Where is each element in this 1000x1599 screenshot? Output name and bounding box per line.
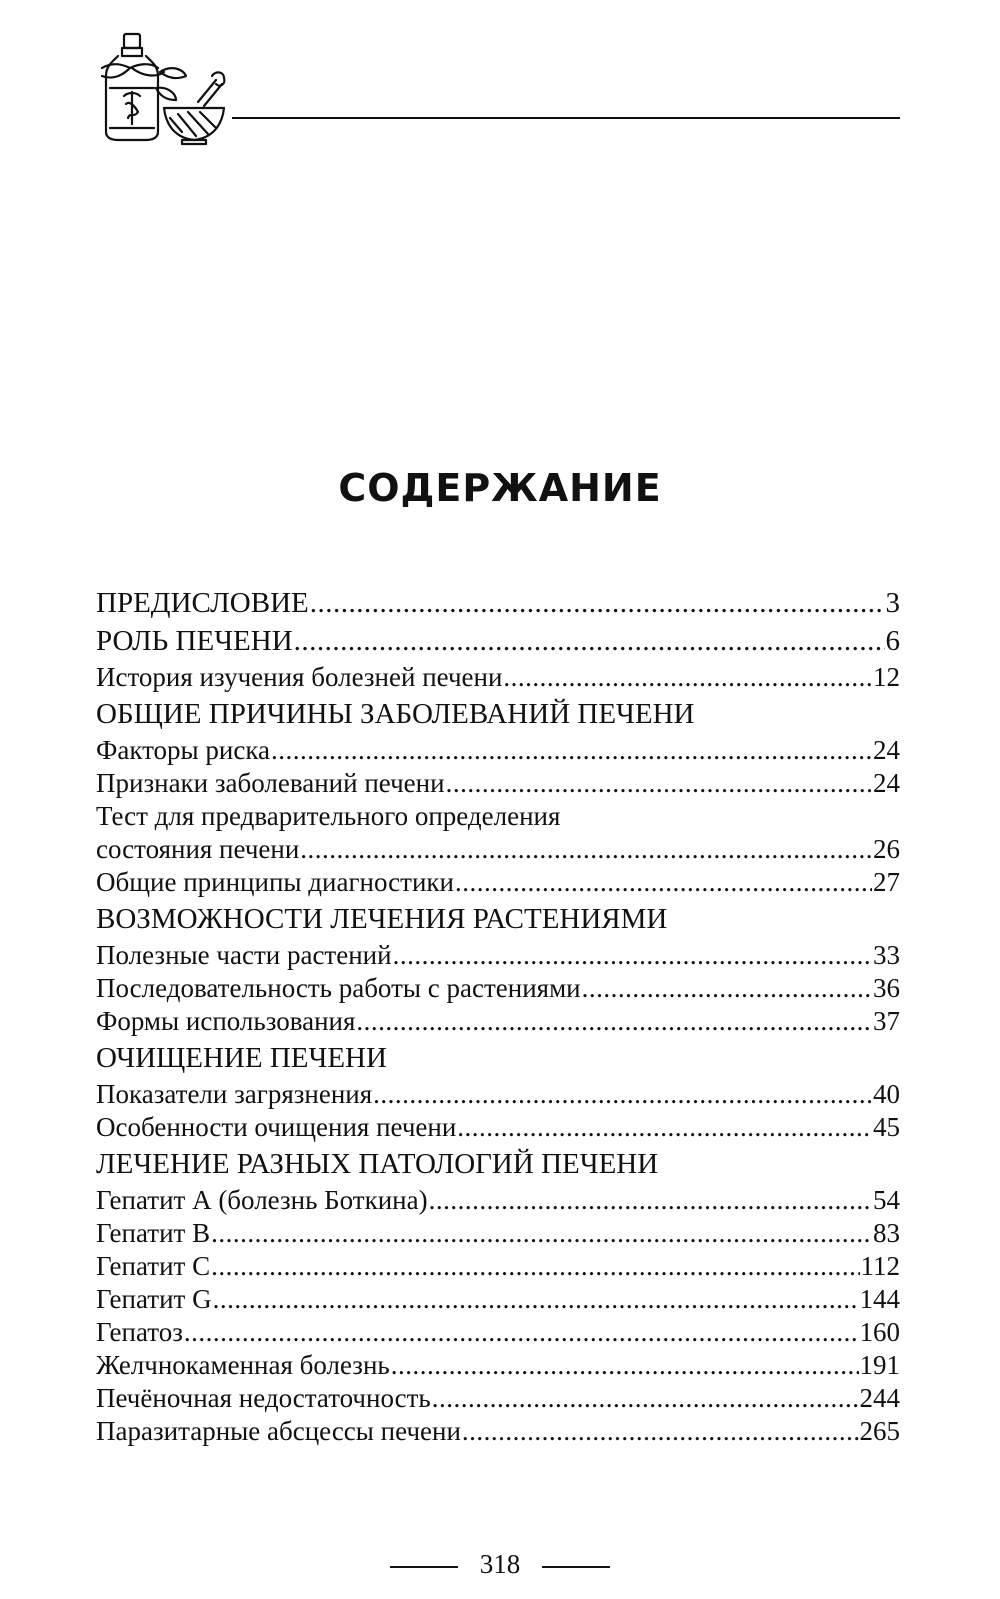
toc-entry <box>96 734 900 767</box>
toc-entry-page: 45 <box>873 1112 900 1142</box>
toc-entry-page: 33 <box>873 940 900 970</box>
toc-entry <box>96 1184 900 1217</box>
toc-leader-dots <box>213 1283 859 1316</box>
toc-leader-dots <box>271 734 872 767</box>
footer-rule-right <box>542 1566 610 1568</box>
toc-leader-dots <box>300 833 872 866</box>
toc-entry <box>96 1283 900 1316</box>
toc-leader-dots <box>294 621 885 661</box>
toc-entry-label: Полезные части растений <box>96 940 392 970</box>
toc-heading <box>96 1144 900 1184</box>
toc-entry-page: 112 <box>860 1251 900 1281</box>
toc-entry-page: 24 <box>873 735 900 765</box>
footer-rule-left <box>390 1566 458 1568</box>
toc-entry-label: ЛЕЧЕНИЕ РАЗНЫХ ПАТОЛОГИЙ ПЕЧЕНИ <box>96 1148 659 1180</box>
toc-leader-dots <box>429 1184 872 1217</box>
toc-entry-label: История изучения болезней печени <box>96 662 503 692</box>
toc-entry-page: 144 <box>859 1284 900 1314</box>
toc-entry-label: Особенности очищения печени <box>96 1112 457 1142</box>
toc-entry-label: ПРЕДИСЛОВИЕ <box>96 587 309 619</box>
header-rule <box>232 117 900 119</box>
toc-leader-dots <box>503 661 872 694</box>
toc-heading <box>96 899 900 939</box>
page-title: СОДЕРЖАНИЕ <box>338 466 662 510</box>
toc-leader-dots <box>373 1078 872 1111</box>
page-footer <box>0 1549 1000 1579</box>
toc-leader-dots <box>211 1250 859 1283</box>
toc-entry <box>96 1078 900 1111</box>
toc-entry-label: Желчнокаменная болезнь <box>96 1350 390 1380</box>
toc-entry-label: ВОЗМОЖНОСТИ ЛЕЧЕНИЯ РАСТЕНИЯМИ <box>96 903 668 935</box>
toc-entry <box>96 1111 900 1144</box>
toc-entry-label: Гепатоз <box>96 1317 183 1347</box>
toc-entry <box>96 1005 900 1038</box>
toc-entry-label: Гепатит А (болезнь Боткина) <box>96 1185 428 1215</box>
toc-entry-label: ОЧИЩЕНИЕ ПЕЧЕНИ <box>96 1042 387 1074</box>
toc-entry-label: Факторы риска <box>96 735 271 765</box>
toc-heading <box>96 1038 900 1078</box>
toc-entry <box>96 661 900 694</box>
toc-leader-dots <box>211 1217 872 1250</box>
toc-leader-dots <box>356 1005 872 1038</box>
toc-leader-dots <box>393 939 872 972</box>
toc-entry-page: 24 <box>873 768 900 798</box>
toc-entry-label: Печёночная недостаточность <box>96 1383 431 1413</box>
toc-entry-page: 244 <box>859 1383 900 1413</box>
toc-entry-page: 36 <box>873 973 900 1003</box>
toc-leader-dots <box>457 1111 872 1144</box>
toc-entry-page: 27 <box>873 867 900 897</box>
toc-entry-label: РОЛЬ ПЕЧЕНИ <box>96 625 293 657</box>
toc-entry-page: 160 <box>859 1317 900 1347</box>
toc-entry <box>96 767 900 800</box>
toc-leader-dots <box>391 1349 859 1382</box>
toc-entry <box>96 1349 900 1382</box>
toc-entry-page: 40 <box>873 1079 900 1109</box>
toc-leader-dots <box>455 866 872 899</box>
toc-entry-page: 26 <box>873 834 900 864</box>
toc-leader-dots <box>432 1382 859 1415</box>
toc-entry-label: Гепатит С <box>96 1251 211 1281</box>
toc-entry <box>96 1382 900 1415</box>
toc-leader-dots <box>184 1316 859 1349</box>
pharmacy-bottle-mortar-icon <box>72 28 232 148</box>
toc-entry-page: 6 <box>885 625 900 657</box>
toc-heading <box>96 694 900 734</box>
toc-entry-page: 191 <box>859 1350 900 1380</box>
table-of-contents <box>96 585 900 1448</box>
toc-entry <box>96 1415 900 1448</box>
toc-entry-page: 265 <box>859 1416 900 1446</box>
toc-entry <box>96 866 900 899</box>
toc-entry <box>96 972 900 1005</box>
toc-entry-label: Паразитарные абсцессы печени <box>96 1416 461 1446</box>
toc-entry-label: Гепатит G <box>96 1284 212 1314</box>
toc-entry-page: 12 <box>873 662 900 692</box>
toc-entry <box>96 621 900 661</box>
toc-entry <box>96 833 900 866</box>
toc-entry-page: 83 <box>873 1218 900 1248</box>
toc-entry-page: 37 <box>873 1006 900 1036</box>
toc-entry-label: Формы использования <box>96 1006 356 1036</box>
toc-leader-dots <box>462 1415 859 1448</box>
toc-entry <box>96 939 900 972</box>
toc-entry <box>96 800 900 833</box>
toc-entry-label: Показатели загрязнения <box>96 1079 373 1109</box>
toc-entry <box>96 1316 900 1349</box>
toc-leader-dots <box>310 585 885 621</box>
toc-entry-label: Последовательность работы с растениями <box>96 973 581 1003</box>
toc-entry-label: состояния печени <box>96 834 300 864</box>
toc-entry-page: 3 <box>885 587 900 619</box>
toc-entry-page: 54 <box>873 1185 900 1215</box>
toc-entry-label: Тест для предварительного определения <box>96 801 561 831</box>
page-number: 318 <box>479 1549 521 1579</box>
toc-entry <box>96 1250 900 1283</box>
toc-leader-dots <box>582 972 872 1005</box>
toc-entry-label: ОБЩИЕ ПРИЧИНЫ ЗАБОЛЕВАНИЙ ПЕЧЕНИ <box>96 698 695 730</box>
toc-leader-dots <box>446 767 872 800</box>
toc-entry-label: Общие принципы диагностики <box>96 867 454 897</box>
toc-entry <box>96 585 900 621</box>
toc-entry-label: Признаки заболеваний печени <box>96 768 445 798</box>
toc-entry-label: Гепатит В <box>96 1218 211 1248</box>
toc-entry <box>96 1217 900 1250</box>
